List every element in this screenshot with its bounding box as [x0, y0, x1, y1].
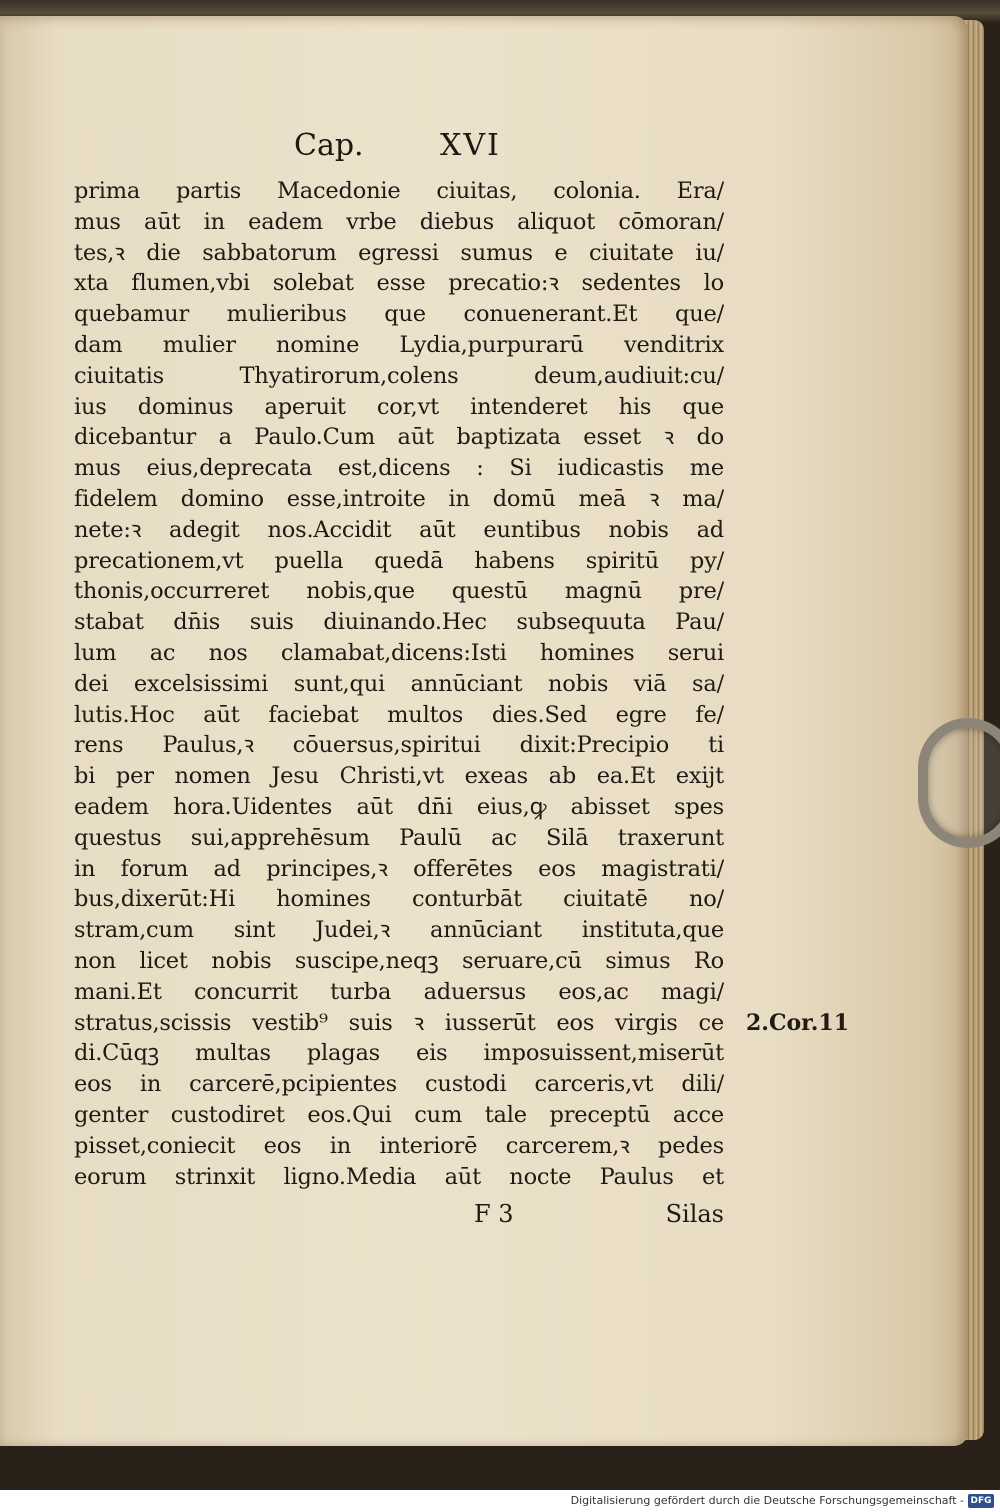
- text-line: tes,ꝛ die sabbatorum egressi sumus e ciuitate iu/: [74, 239, 724, 266]
- text-line: stabat dn̄is suis diuinando.Hec subsequuta Pau/: [74, 609, 724, 636]
- text-line: rens Paulus,ꝛ cōuersus,spiritui dixit:Precipio ti: [74, 732, 724, 759]
- footer-credit: Digitalisierung gefördert durch die Deutsche Forschungsgemeinschaft -: [570, 1494, 964, 1507]
- text-line: pisset,coniecit eos in interiorē carcerem,ꝛ pedes: [74, 1132, 724, 1159]
- text-line: ius dominus aperuit cor,vt intenderet his que: [74, 393, 724, 420]
- text-line: fidelem domino esse,introite in domū meā ꝛ ma/: [74, 485, 724, 512]
- text-line: mus aūt in eadem vrbe diebus aliquot cōmoran/: [74, 208, 724, 235]
- text-line: mus eius,deprecata est,dicens : Si iudicastis me: [74, 455, 724, 482]
- text-line: stratus,scissis vestib⁹ suis ꝛ iusserūt eos virgis ce: [74, 1009, 724, 1036]
- text-line: thonis,occurreret nobis,que questū magnū pre/: [74, 578, 724, 605]
- chapter-number: XVI: [440, 128, 501, 163]
- dfg-logo: DFG: [968, 1494, 994, 1508]
- marginal-note: 2.Cor.11: [746, 1010, 849, 1036]
- body-text: [74, 176, 724, 1192]
- text-line: quebamur mulieribus que conuenerant.Et que/: [74, 301, 724, 328]
- text-line: stram,cum sint Judei,ꝛ annūciant instituta,que: [74, 917, 724, 944]
- text-line: xta flumen,vbi solebat esse precatio:ꝛ sedentes lo: [74, 270, 724, 297]
- text-line: prima partis Macedonie ciuitas, colonia. Era/: [74, 178, 724, 204]
- text-line: dam mulier nomine Lydia,purpurarū venditrix: [74, 331, 724, 358]
- text-line: in forum ad principes,ꝛ offerētes eos magistrati/: [74, 855, 724, 882]
- text-line: lum ac nos clamabat,dicens:Isti homines serui: [74, 639, 724, 666]
- text-line: ciuitatis Thyatirorum,colens deum,audiuit:cu/: [74, 362, 724, 389]
- running-header: [0, 128, 1000, 168]
- catchword: Silas: [665, 1200, 724, 1228]
- text-line: dei excelsissimi sunt,qui annūciant nobis viā sa/: [74, 670, 724, 697]
- signature-mark: F 3: [474, 1200, 514, 1228]
- text-line: eos in carcerē,pcipientes custodi carceris,vt dili/: [74, 1071, 724, 1098]
- page-foot: [74, 1200, 724, 1234]
- text-line: eorum strinxit ligno.Media aūt nocte Paulus et: [74, 1163, 724, 1190]
- text-line: genter custodiret eos.Qui cum tale preceptū acce: [74, 1101, 724, 1128]
- text-line: di.Cūqꝫ multas plagas eis imposuissent,miserūt: [74, 1040, 724, 1067]
- text-line: lutis.Hoc aūt faciebat multos dies.Sed egre fe/: [74, 701, 724, 728]
- text-line: mani.Et concurrit turba aduersus eos,ac magi/: [74, 978, 724, 1005]
- chapter-label: Cap.: [294, 128, 364, 163]
- text-line: dicebantur a Paulo.Cum aūt baptizata esset ꝛ do: [74, 424, 724, 451]
- text-line: precationem,vt puella quedā habens spiritū py/: [74, 547, 724, 574]
- text-line: bi per nomen Jesu Christi,vt exeas ab ea.Et exijt: [74, 763, 724, 790]
- text-line: bus,dixerūt:Hi homines conturbāt ciuitatē no/: [74, 886, 724, 913]
- text-line: non licet nobis suscipe,neqꝫ seruare,cū simus Ro: [74, 947, 724, 974]
- text-line: eadem hora.Uidentes aūt dn̄i eius,ꝙ abisset spes: [74, 793, 724, 820]
- book-clasp: [918, 718, 1000, 848]
- text-line: questus sui,apprehēsum Paulū ac Silā traxerunt: [74, 824, 724, 851]
- text-line: nete:ꝛ adegit nos.Accidit aūt euntibus nobis ad: [74, 516, 724, 543]
